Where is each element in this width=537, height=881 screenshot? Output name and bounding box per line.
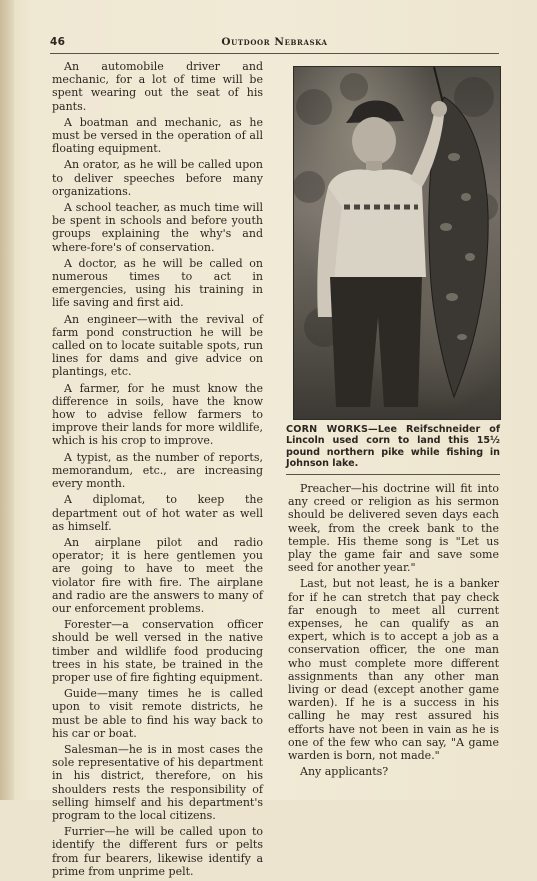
paragraph: A boatman and mechanic, as he must be versed in the operation of all floating equipment. [52, 115, 263, 156]
caption-lead: CORN WORKS— [286, 424, 378, 435]
paragraph: An automobile driver and mechanic, for a lot of time will be spent wearing out the seat of his pants. [52, 60, 263, 113]
page-number: 46 [50, 36, 66, 48]
paragraph: A school teacher, as much time will be spent in schools and before youth groups explaining the why's and where-fore's of conservation. [52, 201, 263, 254]
running-header [50, 36, 499, 50]
header-rule [50, 53, 499, 54]
paragraph: A typist, as the number of reports, memorandum, etc., are increasing every month. [52, 450, 263, 491]
paragraph: Forester—a conservation officer should be well versed in the native timber and wildlife food producing trees in his state, be trained in the proper use of fire fighting equipment. [52, 618, 263, 684]
page-binding-shadow [0, 0, 14, 800]
photo-illustration [294, 67, 500, 419]
caption-text: Lee Reifschneider of Lincoln used corn to land this 15½ pound northern pike while fishing in Johnson lake. [286, 424, 501, 470]
paragraph: An airplane pilot and radio operator; it is here gentlemen you are going to have to meet the violator fire with fire. The airplane and radio are the answers to many of our enforcement problems. [52, 535, 263, 615]
right-column [288, 482, 499, 781]
paragraph: An orator, as he will be called upon to deliver speeches before many organizations. [52, 158, 263, 198]
paragraph: A doctor, as he will be called on numerous times to act in emergencies, using his training in life saving and first aid. [52, 256, 263, 310]
left-column [52, 60, 263, 881]
photo-boy-with-pike [293, 66, 501, 420]
paragraph: Furrier—he will be called upon to identify the different furs or pelts from fur bearers, likewise identify a prime from unprime pelt. [52, 825, 263, 878]
paragraph: Any applicants? [300, 765, 389, 779]
publication-title: Outdoor Nebraska [221, 36, 328, 48]
paragraph: An engineer—with the revival of farm pond construction he will be called on to locate suitable spots, run lines for dams and give advice on plantings, etc. [52, 312, 263, 379]
paragraph: A diplomat, to keep the department out of hot water as well as himself. [52, 493, 263, 533]
paragraph: A farmer, for he must know the difference in soils, have the know how to advise fellow farmers to improve their lands for more wildlife, which is his crop to improve. [52, 381, 263, 448]
paragraph: Last, but not least, he is a banker for if he can stretch that pay check far enough to meet all current expenses, he can qualify as an expert, which is to accept a job as a conservation officer, the one man who must complete more different assignments than any other man living or dead (except another game warden). If he is a success in his calling he may rest assured his efforts have not been in vain as he is one of the few who can say, "A game warden is born, not made." [288, 577, 499, 763]
paragraph: Salesman—he is in most cases the sole representative of his department in his district, therefore, on his shoulders rests the responsibility of selling himself and his department's program to the local citizens. [52, 742, 263, 822]
photo-caption [286, 424, 500, 470]
caption-rule [286, 474, 500, 475]
paragraph: Preacher—his doctrine will fit into any creed or religion as his sermon should be delivered seven days each week, from the creek bank to the temple. His theme song is "Let us play the game fair and save some seed for another year." [288, 482, 499, 575]
paragraph: Guide—many times he is called upon to visit remote districts, he must be able to find his way back to his car or boat. [52, 687, 263, 740]
